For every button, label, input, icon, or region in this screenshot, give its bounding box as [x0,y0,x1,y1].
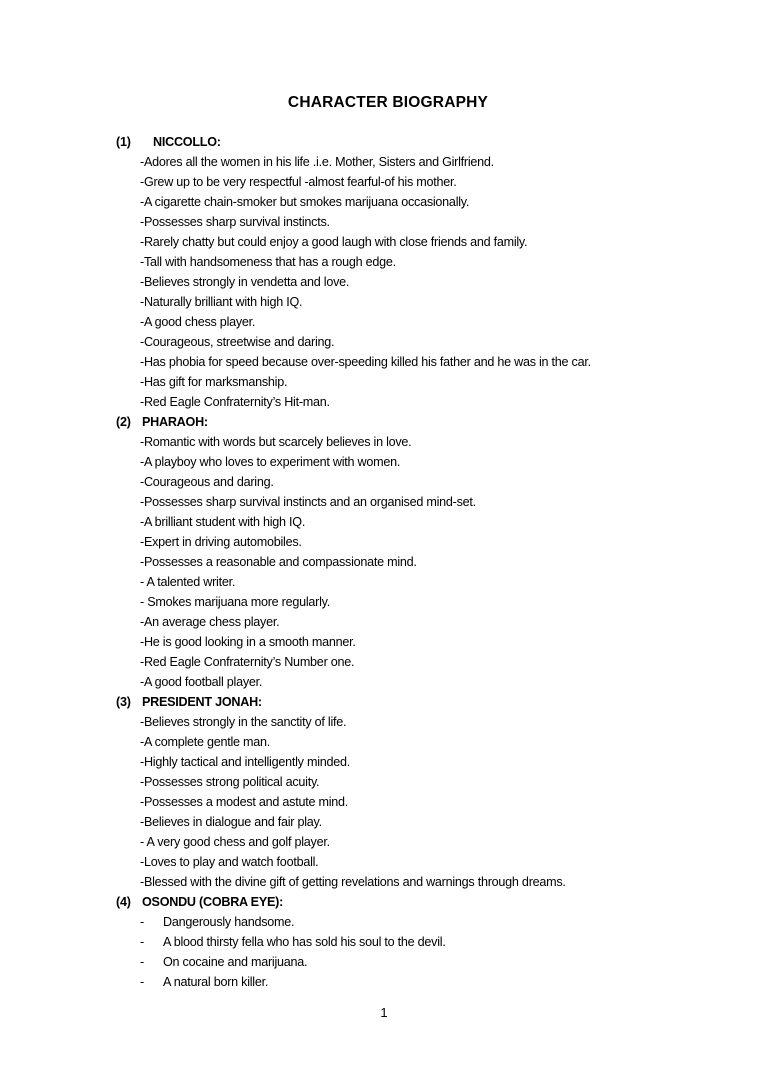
list-item: -A good chess player. [140,315,256,329]
section-heading-pharaoh [116,412,736,432]
section-number: (3) [116,695,131,709]
section-number: (2) [116,415,131,429]
section-name: OSONDU (COBRA EYE): [142,895,284,909]
list-item: -Tall with handsomeness that has a rough edge. [140,255,396,269]
dash-list-item [116,912,736,932]
list-item: -Loves to play and watch football. [140,855,319,869]
dash-list-item [116,972,736,992]
list-item: -A playboy who loves to experiment with women. [140,455,401,469]
page-number: 1 [380,1005,388,1020]
list-dash: - [140,975,144,989]
list-item: -Blessed with the divine gift of getting revelations and warnings through dreams. [140,875,566,889]
list-item: - A talented writer. [140,575,236,589]
list-item: -Believes in dialogue and fair play. [140,815,322,829]
list-item-text: Dangerously handsome. [163,915,295,929]
section-heading-niccollo [116,132,736,152]
list-item: -Has gift for marksmanship. [140,375,288,389]
list-item: -Courageous, streetwise and daring. [140,335,335,349]
page-title: CHARACTER BIOGRAPHY [287,94,489,111]
list-item: -Adores all the women in his life .i.e. Mother, Sisters and Girlfriend. [140,155,494,169]
document-body [116,132,736,992]
list-item: - A very good chess and golf player. [140,835,330,849]
list-item: -Possesses sharp survival instincts and an organised mind-set. [140,495,476,509]
list-item: -A brilliant student with high IQ. [140,515,306,529]
section-number: (1) [116,135,131,149]
list-item: -Grew up to be very respectful -almost fearful-of his mother. [140,175,457,189]
list-item-text: A natural born killer. [163,975,269,989]
section-number: (4) [116,895,131,909]
list-item: -Naturally brilliant with high IQ. [140,295,303,309]
list-item: -Possesses a reasonable and compassionate mind. [140,555,417,569]
dash-list-item [116,932,736,952]
dash-list-item [116,952,736,972]
list-dash: - [140,915,144,929]
list-item: -Red Eagle Confraternity’s Hit-man. [140,395,330,409]
list-item-text: A blood thirsty fella who has sold his soul to the devil. [163,935,446,949]
list-item: -Highly tactical and intelligently minded. [140,755,351,769]
list-item: -A cigarette chain-smoker but smokes marijuana occasionally. [140,195,470,209]
section-heading-osondu [116,892,736,912]
list-item: -Possesses strong political acuity. [140,775,320,789]
list-item: -Has phobia for speed because over-speeding killed his father and he was in the car. [140,355,591,369]
list-item: -Possesses a modest and astute mind. [140,795,349,809]
list-item: -Romantic with words but scarcely believes in love. [140,435,412,449]
list-dash: - [140,935,144,949]
list-item-text: On cocaine and marijuana. [163,955,308,969]
list-item: -Believes strongly in the sanctity of life. [140,715,347,729]
list-item: -A complete gentle man. [140,735,271,749]
section-name: NICCOLLO: [153,135,221,149]
list-item: -Possesses sharp survival instincts. [140,215,330,229]
list-item: - Smokes marijuana more regularly. [140,595,331,609]
section-heading-president-jonah [116,692,736,712]
list-item: -He is good looking in a smooth manner. [140,635,356,649]
section-name: PHARAOH: [142,415,208,429]
list-item: -An average chess player. [140,615,280,629]
list-item: -Believes strongly in vendetta and love. [140,275,350,289]
list-dash: - [140,955,144,969]
section-name: PRESIDENT JONAH: [142,695,262,709]
list-item: -A good football player. [140,675,263,689]
list-item: -Courageous and daring. [140,475,274,489]
list-item: -Red Eagle Confraternity’s Number one. [140,655,355,669]
list-item: -Rarely chatty but could enjoy a good laugh with close friends and family. [140,235,528,249]
list-item: -Expert in driving automobiles. [140,535,302,549]
